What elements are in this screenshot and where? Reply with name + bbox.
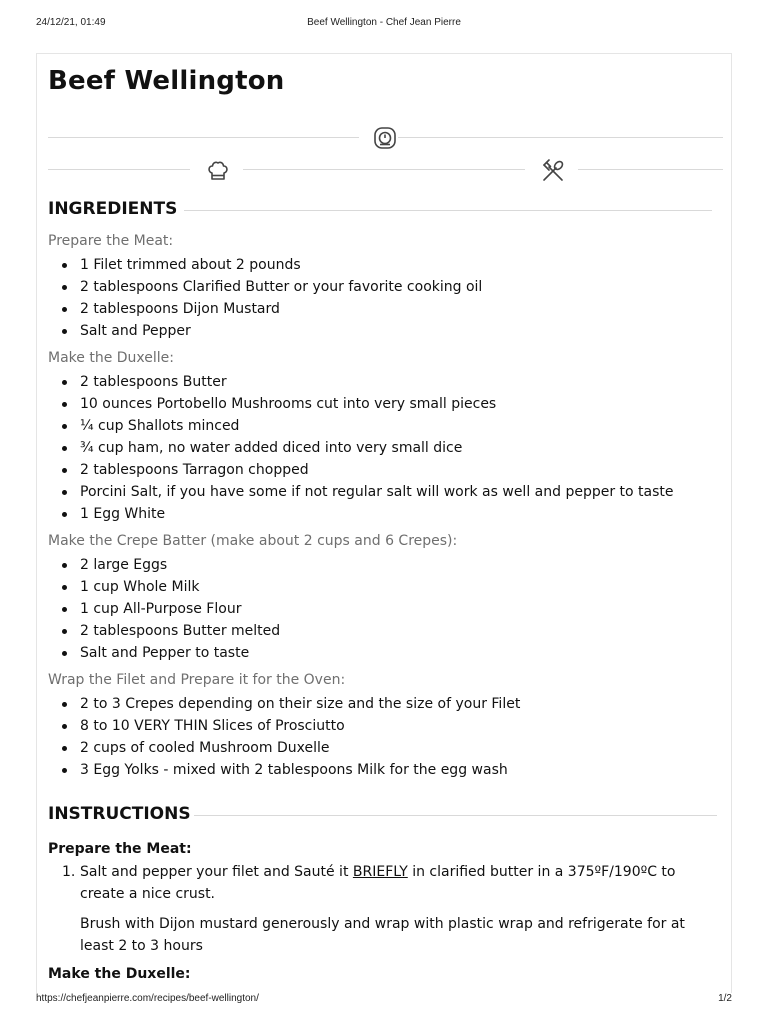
divider-line xyxy=(578,169,723,170)
instruction-steps xyxy=(48,861,718,957)
step-emphasis: BRIEFLY xyxy=(352,864,408,880)
ingredient-item: 2 tablespoons Dijon Mustard xyxy=(48,298,718,320)
ingredient-group-title: Prepare the Meat: xyxy=(48,233,174,249)
instruction-group-title: Make the Duxelle: xyxy=(48,966,191,982)
ingredient-item: Salt and Pepper to taste xyxy=(48,642,718,664)
ingredient-item: 8 to 10 VERY THIN Slices of Prosciutto xyxy=(48,715,718,737)
recipe-title: Beef Wellington xyxy=(48,66,285,96)
chef-hat-icon xyxy=(205,158,231,184)
ingredient-item: 2 tablespoons Clarified Butter or your favorite cooking oil xyxy=(48,276,718,298)
instructions-heading: INSTRUCTIONS xyxy=(48,804,191,824)
ingredient-item: 2 cups of cooled Mushroom Duxelle xyxy=(48,737,718,759)
print-header xyxy=(0,17,768,31)
utensils-icon xyxy=(540,158,566,184)
ingredient-group-title: Wrap the Filet and Prepare it for the Oven: xyxy=(48,672,346,688)
print-footer xyxy=(0,993,768,1007)
instructions-list xyxy=(48,840,718,983)
ingredient-item: 1 Filet trimmed about 2 pounds xyxy=(48,254,718,276)
ingredient-item: Porcini Salt, if you have some if not regular salt will work as well and pepper to taste xyxy=(48,481,718,503)
step-text: Salt and pepper your filet and Sauté it xyxy=(80,864,353,880)
instruction-group-title: Prepare the Meat: xyxy=(48,841,192,857)
step-paragraph xyxy=(80,861,718,905)
instruction-step xyxy=(48,861,718,957)
ingredient-group xyxy=(48,371,718,525)
divider-line xyxy=(184,210,712,211)
ingredient-item: 2 tablespoons Butter xyxy=(48,371,718,393)
ingredient-group xyxy=(48,254,718,342)
ingredient-item: Salt and Pepper xyxy=(48,320,718,342)
ingredient-item: 3 Egg Yolks - mixed with 2 tablespoons Milk for the egg wash xyxy=(48,759,718,781)
print-url: https://chefjeanpierre.com/recipes/beef-wellington/ xyxy=(36,993,259,1004)
print-page-title: Beef Wellington - Chef Jean Pierre xyxy=(307,17,461,28)
ingredient-item: 2 to 3 Crepes depending on their size and the size of your Filet xyxy=(48,693,718,715)
divider-line xyxy=(398,137,723,138)
ingredient-item: 10 ounces Portobello Mushrooms cut into very small pieces xyxy=(48,393,718,415)
ingredient-item: 2 large Eggs xyxy=(48,554,718,576)
ingredient-item: ¾ cup ham, no water added diced into very small dice xyxy=(48,437,718,459)
ingredient-group xyxy=(48,693,718,781)
ingredient-group-title: Make the Duxelle: xyxy=(48,350,174,366)
step-paragraph: Brush with Dijon mustard generously and wrap with plastic wrap and refrigerate for at least 2 to 3 hours xyxy=(80,916,685,954)
divider-line xyxy=(48,137,359,138)
step-text: in clarified butter in a 375ºF/190ºC to create a nice crust. xyxy=(80,864,676,902)
ingredient-item: 2 tablespoons Butter melted xyxy=(48,620,718,642)
ingredient-item: 1 Egg White xyxy=(48,503,718,525)
step-number: 1. xyxy=(62,864,76,880)
ingredients-heading: INGREDIENTS xyxy=(48,199,178,219)
divider-line xyxy=(194,815,717,816)
ingredient-group-title: Make the Crepe Batter (make about 2 cups and 6 Crepes): xyxy=(48,533,458,549)
divider-line xyxy=(243,169,525,170)
ingredient-item: 1 cup All-Purpose Flour xyxy=(48,598,718,620)
recipe-card xyxy=(36,53,732,993)
ingredient-item: 2 tablespoons Tarragon chopped xyxy=(48,459,718,481)
ingredient-item: ¼ cup Shallots minced xyxy=(48,415,718,437)
print-page-number: 1/2 xyxy=(718,993,732,1004)
ingredients-list xyxy=(48,232,718,781)
timer-icon xyxy=(372,125,398,151)
divider-line xyxy=(48,169,190,170)
ingredient-item: 1 cup Whole Milk xyxy=(48,576,718,598)
ingredient-group xyxy=(48,554,718,664)
print-datetime: 24/12/21, 01:49 xyxy=(36,17,106,28)
